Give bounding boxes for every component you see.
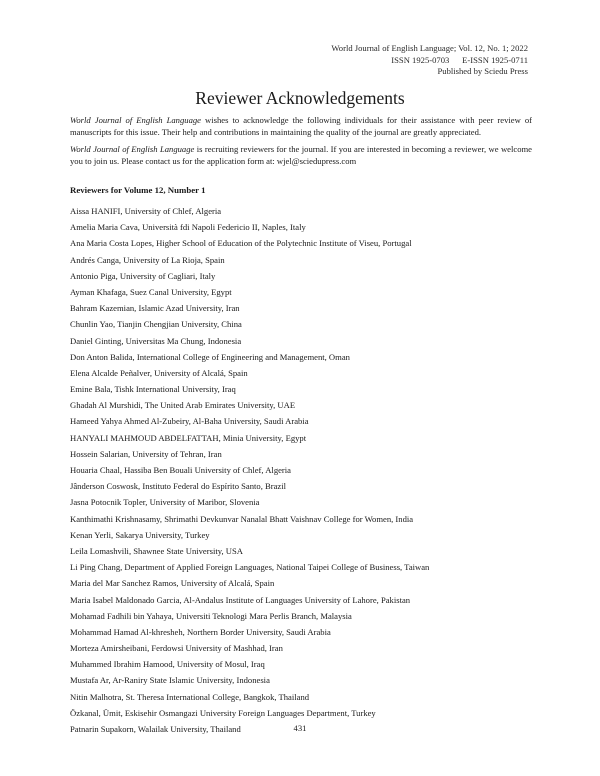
intro-text (70, 114, 532, 172)
page-title: Reviewer Acknowledgements (195, 88, 405, 108)
reviewer-entry: HANYALI MAHMOUD ABDELFATTAH, Minia University, Egypt (70, 432, 307, 443)
reviewer-entry: Ana Maria Costa Lopes, Higher School of Education of the Polytechnic Institute of Viseu, Portugal (70, 238, 412, 249)
reviewer-entry: Daniel Ginting, Universitas Ma Chung, Indonesia (70, 335, 242, 346)
reviewer-entry: Mohammad Hamad Al-khresheh, Northern Border University, Saudi Arabia (70, 626, 331, 637)
journal-name: World Journal of English Language (70, 144, 195, 154)
reviewer-entry: Patnarin Supakorn, Walailak University, Thailand (70, 724, 241, 734)
intro-paragraph-1-text: wishes to acknowledge the following individuals for their assistance with peer review of manuscripts for this issue. Their help and contributions in maintaining the quality of the journal are greatly appreciated. (70, 115, 532, 138)
reviewer-entry: Emine Bala, Tishk International University, Iraq (70, 384, 236, 395)
reviewer-entry: Bahram Kazemian, Islamic Azad University, Iran (70, 303, 240, 314)
reviewer-entry: Hossein Salarian, University of Tehran, Iran (70, 448, 222, 459)
reviewer-entry: Ghadah Al Murshidi, The United Arab Emirates University, UAE (70, 400, 296, 411)
reviewer-entry: Kanthimathi Krishnasamy, Shrimathi Devkunvar Nanalal Bhatt Vaishnav College for Women, India (70, 513, 414, 524)
reviewer-entry: Elena Alcalde Peñalver, University of Alcalá, Spain (70, 367, 248, 378)
reviewer-entry: Aissa HANIFI, University of Chlef, Algeria (70, 206, 222, 216)
reviewer-entry: Li Ping Chang, Department of Applied Foreign Languages, National Taipei College of Business, Taiwan (70, 562, 430, 573)
reviewer-entry: Leila Lomashvili, Shawnee State University, USA (70, 545, 243, 556)
reviewer-entry: Hameed Yahya Ahmed Al-Zubeiry, Al-Baha University, Saudi Arabia (70, 416, 309, 427)
reviewer-entry: Kenan Yerli, Sakarya University, Turkey (70, 529, 210, 540)
reviewer-entry: Maria del Mar Sanchez Ramos, University of Alcalá, Spain (70, 578, 275, 589)
reviewer-entry: Antonio Piga, University of Cagliari, Italy (70, 270, 216, 281)
reviewer-entry: Maria Isabel Maldonado Garcia, Al-Andalus Institute of Languages University of Lahore, Pakistan (70, 594, 411, 605)
reviewer-entry: Muhammed Ibrahim Hamood, University of Mosul, Iraq (70, 659, 265, 670)
reviewer-entry: Morteza Amirsheibani, Ferdowsi University of Mashhad, Iran (70, 643, 283, 654)
reviewers-heading: Reviewers for Volume 12, Number 1 (70, 185, 206, 195)
reviewer-entry: Chunlin Yao, Tianjin Chengjian University, China (70, 319, 242, 330)
intro-paragraph-2 (70, 143, 532, 167)
page-number: 431 (293, 723, 307, 733)
reviewer-entry: Jasna Potocnik Topler, University of Maribor, Slovenia (70, 497, 260, 508)
issn-line: ISSN 1925-0703 E-ISSN 1925-0711 (391, 54, 528, 65)
reviewer-entry: Nitin Malhotra, St. Theresa International College, Bangkok, Thailand (70, 691, 310, 702)
reviewer-entry: Don Anton Balida, International College of Engineering and Management, Oman (70, 351, 350, 362)
reviewer-entry: Ayman Khafaga, Suez Canal University, Egypt (70, 286, 232, 297)
reviewer-entry: Mohamad Fadhili bin Yahaya, Universiti Teknologi Mara Perlis Branch, Malaysia (70, 610, 352, 621)
reviewer-entry: Özkanal, Ümit, Eskisehir Osmangazi University Foreign Languages Department, Turkey (70, 707, 376, 718)
intro-paragraph-1 (70, 114, 532, 138)
reviewer-entry: Houaria Chaal, Hassiba Ben Bouali University of Chlef, Algeria (70, 465, 291, 475)
reviewer-entry: Amelia Maria Cava, Università fdi Napoli Federicio II, Naples, Italy (70, 222, 306, 233)
publisher-line: Published by Sciedu Press (437, 66, 528, 76)
reviewer-list (70, 203, 540, 737)
reviewer-entry: Andrés Canga, University of La Rioja, Spain (70, 254, 225, 265)
intro-paragraph-2-text: is recruiting reviewers for the journal. If you are interested in becoming a reviewer, we welcome you to join us. Please contact us for the application form at: wjel@sciedupress.com (70, 144, 532, 167)
journal-header (331, 43, 528, 78)
journal-line: World Journal of English Language; Vol. 12, No. 1; 2022 (331, 43, 528, 53)
journal-name: World Journal of English Language (70, 115, 201, 125)
reviewer-entry: Mustafa Ar, Ar-Raniry State Islamic University, Indonesia (70, 675, 270, 686)
reviewer-entry: Jânderson Coswosk, Instituto Federal do Espírito Santo, Brazil (70, 481, 287, 492)
